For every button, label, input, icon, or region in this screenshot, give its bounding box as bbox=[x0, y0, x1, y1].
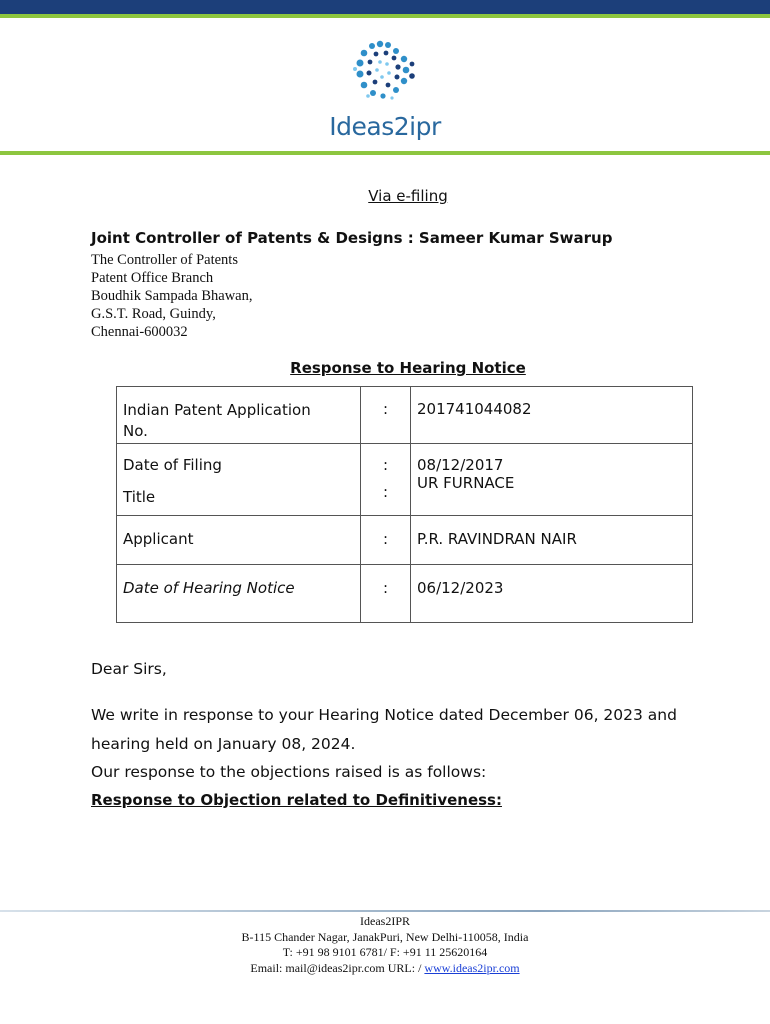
salutation: Dear Sirs, bbox=[91, 660, 167, 678]
objection-subheading: Response to Objection related to Definitiveness: bbox=[91, 791, 502, 809]
label-applicant: Applicant bbox=[117, 516, 361, 565]
table-row bbox=[117, 565, 693, 623]
table-row bbox=[117, 387, 693, 444]
value-application-no: 201741044082 bbox=[411, 387, 693, 444]
paragraph-line: Our response to the objections raised is as follows: bbox=[91, 763, 487, 781]
logo-dots-icon bbox=[320, 36, 450, 108]
recipient-address bbox=[91, 251, 253, 341]
header-divider bbox=[0, 151, 770, 155]
value-filing-date: 08/12/2017 bbox=[417, 456, 504, 474]
separator: : bbox=[361, 565, 411, 623]
value-title: UR FURNACE bbox=[417, 474, 515, 492]
separator-cell bbox=[361, 444, 411, 516]
response-title: Response to Hearing Notice bbox=[290, 359, 526, 377]
label-filing-title bbox=[117, 444, 361, 516]
header-green-stripe bbox=[0, 14, 770, 18]
footer-address: B-115 Chander Nagar, JanakPuri, New Delhi-110058, India bbox=[241, 929, 529, 944]
header-top-band bbox=[0, 0, 770, 14]
footer-company: Ideas2IPR bbox=[360, 914, 410, 928]
ideas2ipr-logo bbox=[320, 36, 450, 146]
addressee: Joint Controller of Patents & Designs : Sameer Kumar Swarup bbox=[91, 229, 613, 247]
address-line: Patent Office Branch bbox=[91, 270, 214, 286]
label-title: Title bbox=[123, 488, 156, 506]
application-details-table bbox=[116, 386, 693, 623]
footer bbox=[0, 914, 770, 976]
address-line: Boudhik Sampada Bhawan, bbox=[91, 288, 253, 304]
separator: : bbox=[382, 456, 389, 474]
paragraph-line: hearing held on January 08, 2024. bbox=[91, 735, 356, 753]
address-line: The Controller of Patents bbox=[91, 252, 238, 268]
separator: : bbox=[361, 387, 411, 444]
address-line: Chennai-600032 bbox=[91, 324, 188, 340]
label-line: Indian Patent Application bbox=[123, 401, 311, 419]
logo-wordmark: Ideas2ipr bbox=[329, 112, 441, 141]
label-application-no bbox=[117, 387, 361, 444]
filing-mode: Via e-filing bbox=[368, 187, 448, 205]
website-link[interactable]: www.ideas2ipr.com bbox=[424, 960, 520, 975]
separator: : bbox=[382, 483, 389, 501]
label-filing-date: Date of Filing bbox=[123, 456, 222, 474]
value-filing-title bbox=[411, 444, 693, 516]
address-line: G.S.T. Road, Guindy, bbox=[91, 306, 216, 322]
table-row bbox=[117, 516, 693, 565]
footer-divider bbox=[0, 910, 770, 912]
label-line: No. bbox=[123, 422, 148, 440]
table-row bbox=[117, 444, 693, 516]
footer-phone: T: +91 98 9101 6781/ F: +91 11 25620164 bbox=[282, 945, 488, 959]
label-hearing-notice-date: Date of Hearing Notice bbox=[117, 565, 361, 623]
value-hearing-notice-date: 06/12/2023 bbox=[411, 565, 693, 623]
footer-email: Email: mail@ideas2ipr.com URL: / bbox=[250, 960, 425, 975]
footer-contact bbox=[0, 961, 770, 977]
paragraph-line: We write in response to your Hearing Notice dated December 06, 2023 and bbox=[91, 706, 677, 724]
separator: : bbox=[361, 516, 411, 565]
value-applicant: P.R. RAVINDRAN NAIR bbox=[411, 516, 693, 565]
